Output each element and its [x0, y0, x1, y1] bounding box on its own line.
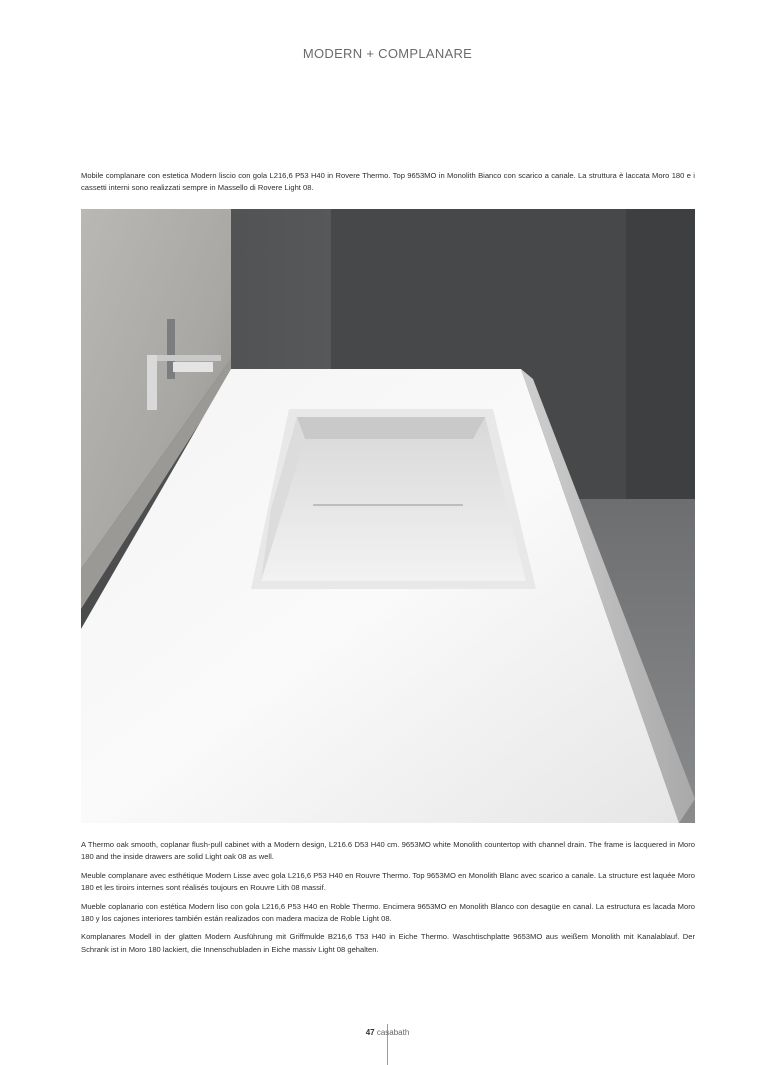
multilingual-captions — [81, 839, 695, 962]
intro-caption: Mobile complanare con estetica Modern liscio con gola L216,6 P53 H40 in Rovere Thermo. Top 9653MO in Monolith Bianco con scarico a canale. La struttura è laccata Moro 180 e i cassetti interni sono realizzati sempre in Massello di Rovere Light 08. — [81, 171, 695, 193]
caption-english: A Thermo oak smooth, coplanar flush-pull cabinet with a Modern design, L216.6 D53 H40 cm. 9653MO white Monolith countertop with channel drain. The frame is lacquered in Moro 180 and the inside drawers are solid Light oak 08 as well. — [81, 840, 695, 862]
caption-spanish: Mueble coplanario con estética Modern liso con gola L216,6 P53 H40 en Roble Thermo. Encimera 9653MO en Monolith Blanco con desagüe en canal. La estructura es lacada Moro 180 y los cajones interiores también están realizados con madera maciza de Roble Light 08. — [81, 901, 695, 924]
page-title: MODERN + COMPLANARE — [302, 46, 473, 61]
bathroom-countertop-illustration — [81, 209, 695, 823]
brand-name: casabath — [376, 1028, 410, 1037]
caption-french: Meuble complanare avec esthétique Modern Lisse avec gola L216,6 P53 H40 en Rouvre Thermo. Top 9653MO en Monolith Blanc avec scarico a canale. La structure est laquée Moro 180 et les tiroirs internes sont réalisés toujours en Rouvre Lith 08 massif. — [81, 870, 695, 893]
page-footer — [0, 1028, 775, 1037]
product-photo — [81, 209, 695, 823]
page-number: 47 — [365, 1028, 375, 1037]
caption-german: Komplanares Modell in der glatten Modern Ausführung mit Griffmulde B216,6 T53 H40 in Eiche Thermo. Waschtischplatte 9653MO aus weißem Monolith mit Kanalablauf. Der Schrank ist in Moro 180 lackiert, die Innenschubladen in Eiche massiv Light 08 gehalten. — [81, 932, 695, 954]
